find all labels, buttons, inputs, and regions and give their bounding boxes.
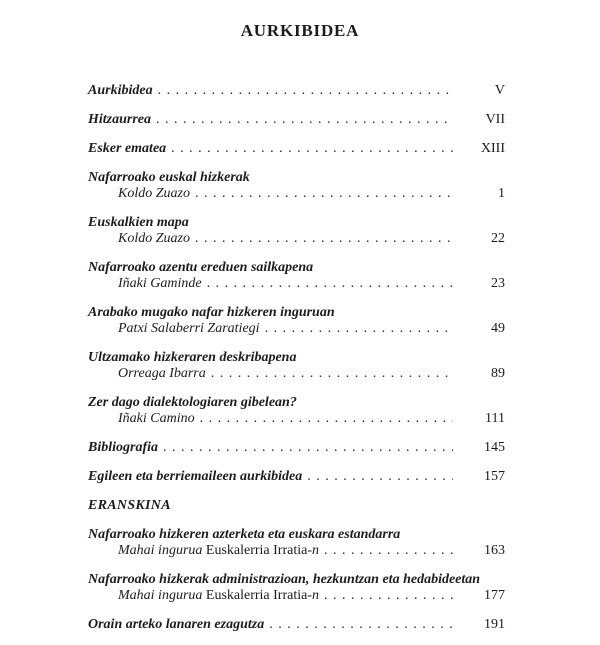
author-part: Patxi Salaberri Zaratiegi (118, 321, 260, 336)
toc-entry-author-line (88, 276, 505, 292)
toc-entry-title-line (88, 170, 505, 186)
toc-entry-title-line (88, 83, 505, 99)
toc-entry-title-line (88, 215, 505, 231)
toc-entry-title-line (88, 527, 505, 543)
page-number: 22 (491, 231, 505, 246)
toc-entry (88, 170, 505, 202)
toc-entry-title-line (88, 469, 505, 485)
toc-entry (88, 527, 505, 559)
dotted-leader (265, 321, 453, 337)
toc-entry-title-line (88, 305, 505, 321)
dotted-leader (163, 440, 453, 456)
author-part: Euskalerria Irratia- (205, 588, 312, 603)
page-number: 177 (484, 588, 505, 603)
dotted-leader (156, 112, 453, 128)
toc-entry (88, 572, 505, 604)
toc-entry-title-line (88, 112, 505, 128)
entry-author (118, 276, 202, 292)
toc-entry (88, 305, 505, 337)
entry-title: Nafarroako hizkeren azterketa eta euskara estandarra (88, 527, 401, 542)
dotted-leader (324, 588, 453, 604)
page-number: VII (485, 112, 505, 127)
author-part: Mahai ingurua (118, 588, 206, 603)
toc-entry (88, 469, 505, 485)
toc-entry-title-line (88, 260, 505, 276)
toc-entry-title-line (88, 440, 505, 456)
dotted-leader (195, 186, 453, 202)
toc-list (88, 83, 505, 633)
toc-entry-author-line (88, 543, 505, 559)
author-part: Iñaki Gaminde (118, 276, 202, 291)
toc-entry (88, 498, 505, 514)
page-number: 89 (491, 366, 505, 381)
author-part: Koldo Zuazo (118, 186, 190, 201)
entry-author (118, 543, 319, 559)
author-part: Euskalerria Irratia- (205, 543, 312, 558)
page-number: XIII (480, 141, 505, 156)
toc-entry-author-line (88, 366, 505, 382)
entry-title: Zer dago dialektologiaren gibelean? (88, 395, 297, 410)
toc-entry (88, 141, 505, 157)
author-part: Koldo Zuazo (118, 231, 190, 246)
entry-title: Nafarroako azentu ereduen sailkapena (88, 260, 314, 275)
dotted-leader (211, 366, 453, 382)
toc-entry (88, 395, 505, 427)
page-number: 163 (484, 543, 505, 558)
dotted-leader (200, 411, 453, 427)
toc-entry (88, 260, 505, 292)
toc-entry-title-line (88, 141, 505, 157)
entry-author (118, 321, 260, 337)
toc-entry (88, 617, 505, 633)
author-part: Iñaki Camino (118, 411, 195, 426)
toc-entry-author-line (88, 321, 505, 337)
author-part: n (312, 588, 319, 603)
entry-author (118, 231, 190, 247)
entry-title: Aurkibidea (88, 83, 153, 98)
toc-entry (88, 440, 505, 456)
entry-author (118, 366, 206, 382)
entry-title: Euskalkien mapa (88, 215, 189, 230)
toc-entry-author-line (88, 231, 505, 247)
author-part: Mahai ingurua (118, 543, 206, 558)
toc-entry-title-line (88, 350, 505, 366)
toc-entry-author-line (88, 411, 505, 427)
dotted-leader (269, 617, 453, 633)
page-number: 49 (491, 321, 505, 336)
toc-entry-author-line (88, 588, 505, 604)
dotted-leader (307, 469, 453, 485)
toc-entry-title-line (88, 617, 505, 633)
entry-title: Nafarroako euskal hizkerak (88, 170, 250, 185)
page-number: 191 (484, 617, 505, 632)
toc-entry (88, 83, 505, 99)
page-number: 1 (498, 186, 505, 201)
page-title: AURKIBIDEA (240, 21, 360, 40)
toc-entry (88, 215, 505, 247)
entry-title: Ultzamako hizkeraren deskribapena (88, 350, 297, 365)
dotted-leader (324, 543, 453, 559)
page-number: 145 (484, 440, 505, 455)
entry-title: Nafarroako hizkerak administrazioan, hezkuntzan eta hedabideetan (88, 572, 481, 587)
toc-entry-title-line (88, 572, 505, 588)
entry-title: Esker ematea (88, 141, 167, 156)
entry-author (118, 588, 319, 604)
entry-title: Hitzaurrea (88, 112, 152, 127)
author-part: n (312, 543, 319, 558)
toc-entry-title-line (88, 395, 505, 411)
toc-entry (88, 350, 505, 382)
dotted-leader (158, 83, 453, 99)
toc-entry-author-line (88, 186, 505, 202)
author-part: Orreaga Ibarra (118, 366, 206, 381)
dotted-leader (171, 141, 453, 157)
entry-author (118, 411, 195, 427)
page-number: V (494, 83, 505, 98)
entry-title: Orain arteko lanaren ezagutza (88, 617, 265, 632)
entry-title: Egileen eta berriemaileen aurkibidea (88, 469, 303, 484)
page-number: 157 (484, 469, 505, 484)
entry-title: Bibliografia (88, 440, 159, 455)
dotted-leader (195, 231, 453, 247)
toc-entry (88, 112, 505, 128)
entry-author (118, 186, 190, 202)
page-number: 23 (491, 276, 505, 291)
entry-title: Arabako mugako nafar hizkeren inguruan (88, 305, 335, 320)
entry-title: ERANSKINA (88, 498, 171, 513)
dotted-leader (207, 276, 453, 292)
toc-entry-title-line (88, 498, 505, 514)
page-number: 111 (485, 411, 505, 426)
